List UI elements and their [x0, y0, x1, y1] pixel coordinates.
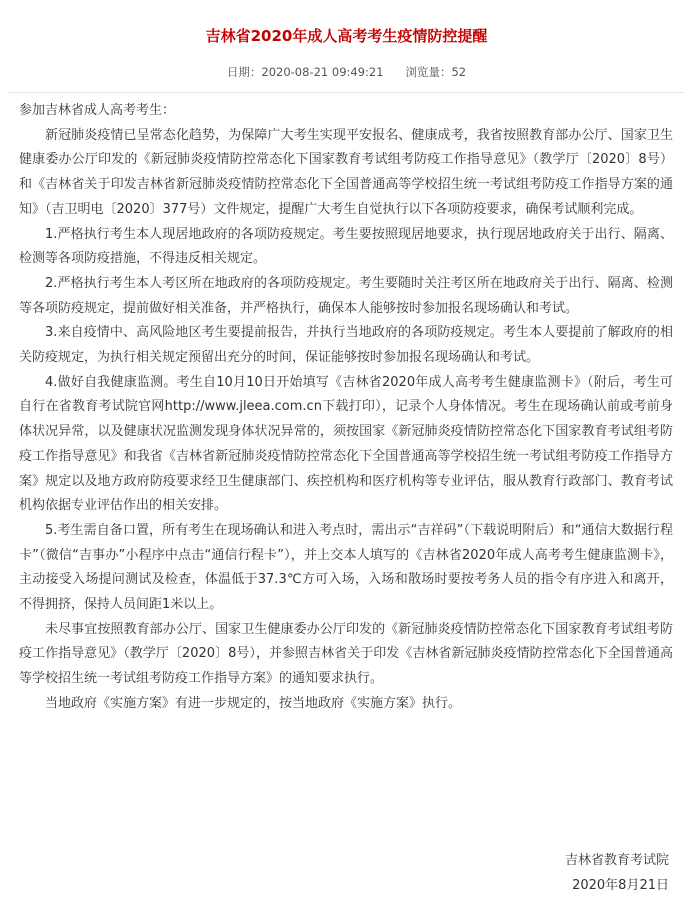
intro-paragraph: 新冠肺炎疫情已呈常态化趋势，为保障广大考生实现平安报名、健康成考，我省按照教育部办公厅、国家卫生健康委办公厅印发的《新冠肺炎疫情防控常态化下国家教育考试组考防疫工作指导意见》（教学厅〔2020〕8号）和《吉林省关于印发吉林省新冠肺炎疫情防控常态化下全国普通高等学校招生统一考试组考防疫工作指导方案的通知》（吉卫明电〔2020〕377号）文件规定，提醒广大考生自觉执行以下各项防疫要求，确保考试顺利完成。 [19, 127, 673, 217]
rule-item-2: 2.严格执行考生本人考区所在地政府的各项防疫规定。考生要随时关注考区所在地政府关于出行、隔离、检测等各项防疫规定，提前做好相关准备，并严格执行，确保本人能够按时参加报名现场确认和考试。 [19, 275, 673, 316]
meta-spacer [384, 65, 406, 79]
date-label: 日期： [226, 65, 262, 79]
rule-item-5: 5.考生需自备口置，所有考生在现场确认和进入考点时，需出示“吉祥码”（下载说明附后）和“通信大数据行程卡”（微信“吉事办”小程序中点击“通信行程卡”），并上交本人填写的《吉林省2020年成人高考考生健康监测卡》，主动接受入场提问测试及检查，体温低于37.3℃方可入场，入场和散场时要按考务人员的指令有序进入和离开，不得拥挤，保持人员间距1米以上。 [19, 522, 673, 613]
header-divider [8, 92, 683, 93]
article-body [19, 99, 673, 717]
rule-item-4: 4.做好自我健康监测。考生自10月10日开始填写《吉林省2020年成人高考考生健康监测卡》（附后，考生可自行在省教育考试院官网http://www.jleea.com.cn下载打印），记录个人身体情况。考生在现场确认前或考前身体状况异常，以及健康状况监测发现身体状况异常的，须按国家《新冠肺炎疫情防控常态化下国家教育考试组考防疫工作指导意见》和我省《吉林省新冠肺炎疫情防控常态化下全国普通高等学校招生统一考试组考防疫工作指导方案》规定以及地方政府防疫要求经卫生健康部门、疾控机构和医疗机构等专业评估，服从教育行政部门、教育考试机构依据专业评估作出的相关安排。 [19, 374, 673, 514]
rule-item-3: 3.来自疫情中、高风险地区考生要提前报告，并执行当地政府的各项防疫规定。考生本人要提前了解政府的相关防疫规定，为执行相关规定预留出充分的时间，保证能够按时参加报名现场确认和考试。 [19, 325, 673, 366]
signature-block [565, 848, 669, 898]
signature-date: 2020年8月21日 [572, 878, 669, 893]
article-title: 吉林省2020年成人高考考生疫情防控提醒 [205, 27, 488, 45]
closing-paragraph: 当地政府《实施方案》有进一步规定的，按当地政府《实施方案》执行。 [45, 695, 462, 711]
rule-item-1: 1.严格执行考生本人现居地政府的各项防疫规定。考生要按照现居地要求，执行现居地政府关于出行、隔离、检测等各项防疫措施，不得违反相关规定。 [19, 226, 673, 267]
views-label: 浏览量： [405, 65, 452, 79]
supplementary-paragraph: 未尽事宜按照教育部办公厅、国家卫生健康委办公厅印发的《新冠肺炎疫情防控常态化下国家教育考试组考防疫工作指导意见》（教学厅〔2020〕8号），并参照吉林省关于印发《吉林省新冠肺炎疫情防控常态化下全国普通高等学校招生统一考试组考防疫工作指导方案》的通知要求执行。 [19, 621, 673, 687]
publish-date: 2020-08-21 09:49:21 [261, 65, 384, 79]
view-count: 52 [451, 65, 467, 79]
article-meta [0, 64, 693, 80]
salutation: 参加吉林省成人高考考生： [19, 103, 176, 118]
signature-org: 吉林省教育考试院 [564, 853, 669, 868]
